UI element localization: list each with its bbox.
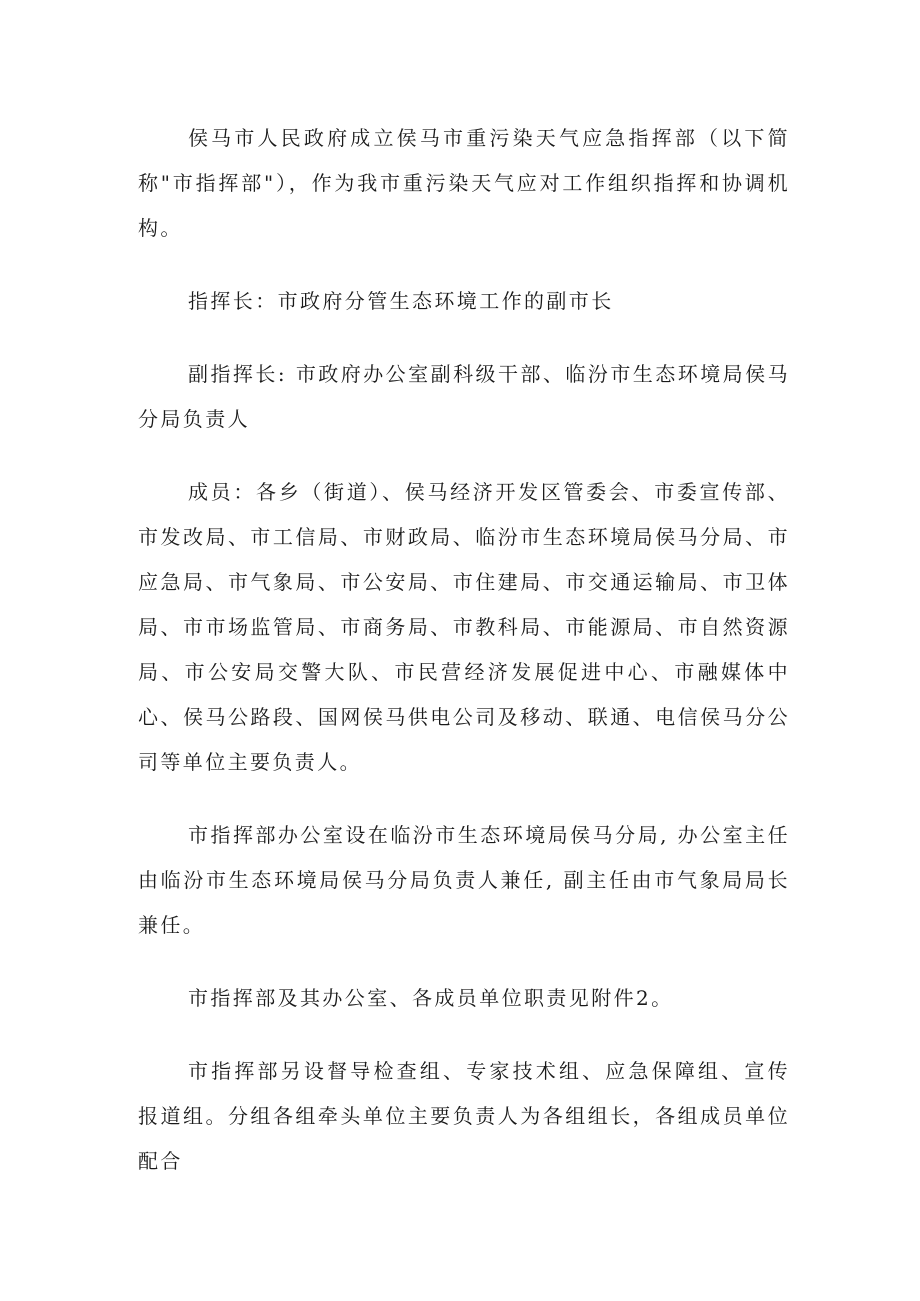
paragraph-members: 成员：各乡（街道）、侯马经济开发区管委会、市委宣传部、市发改局、市工信局、市财政局、临汾市生态环境局侯马分局、市应急局、市气象局、市公安局、市住建局、市交通运输局、市卫体局、市市场监管局、市商务局、市教科局、市能源局、市自然资源局、市公安局交警大队、市民营经济发展促进中心、市融媒体中心、侯马公路段、国网侯马供电公司及移动、联通、电信侯马分公司等单位主要负责人。 <box>138 480 790 774</box>
document-body <box>138 116 790 1184</box>
paragraph-working-groups: 市指挥部另设督导检查组、专家技术组、应急保障组、宣传报道组。分组各组牵头单位主要负责人为各组组长，各组成员单位配合 <box>138 1059 790 1173</box>
paragraph-command-center: 侯马市人民政府成立侯马市重污染天气应急指挥部（以下简称"市指挥部"），作为我市重污染天气应对工作组织指挥和协调机构。 <box>138 126 790 240</box>
paragraph-commander: 指挥长：市政府分管生态环境工作的副市长 <box>188 289 614 313</box>
paragraph-deputy-commander: 副指挥长: 市政府办公室副科级干部、临汾市生态环境局侯马分局负责人 <box>138 362 790 431</box>
paragraph-office: 市指挥部办公室设在临汾市生态环境局侯马分局, 办公室主任由临汾市生态环境局侯马分局负责人兼任, 副主任由市气象局局长兼任。 <box>138 823 790 937</box>
paragraph-duties: 市指挥部及其办公室、各成员单位职责见附件2。 <box>188 986 674 1010</box>
